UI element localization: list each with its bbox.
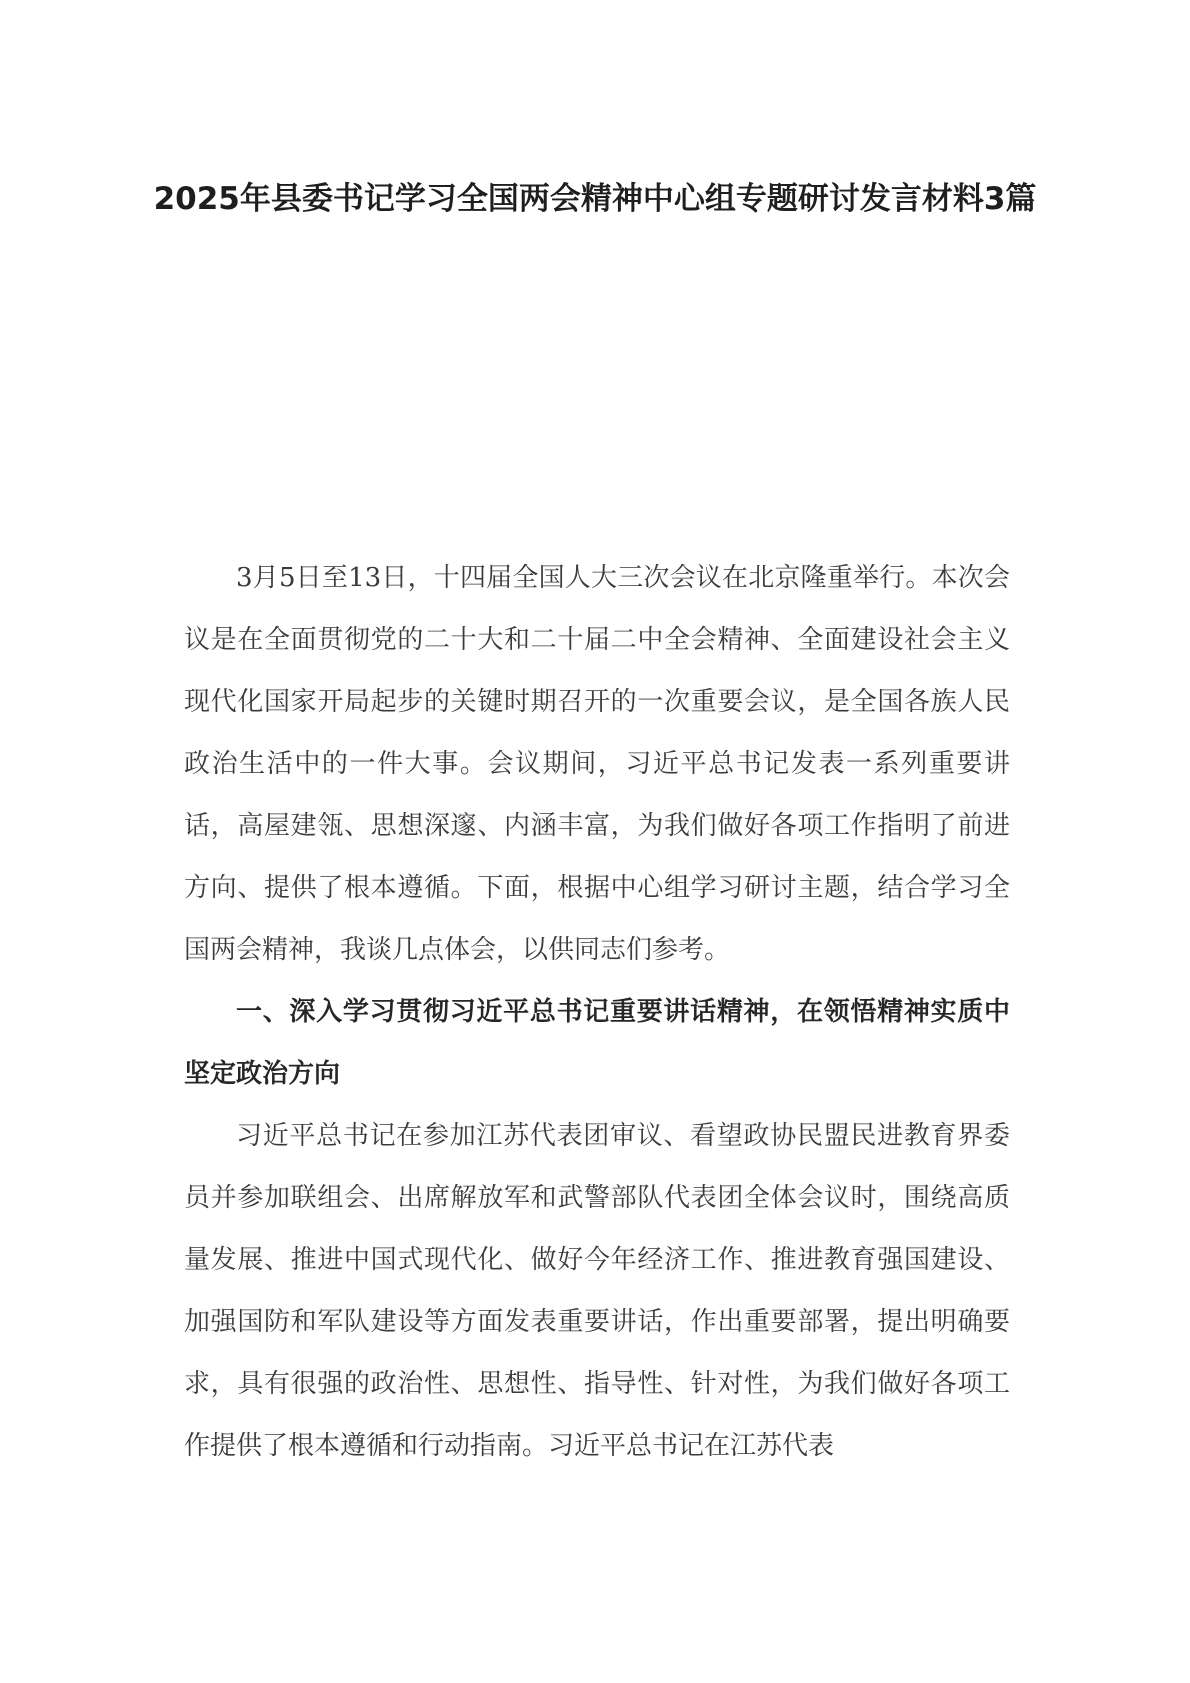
section-1-paragraph: 习近平总书记在参加江苏代表团审议、看望政协民盟民进教育界委员并参加联组会、出席解放军和武警部队代表团全体会议时，围绕高质量发展、推进中国式现代化、做好今年经济工作、推进教育强国建设、加强国防和军队建设等方面发表重要讲话，作出重要部署，提出明确要求，具有很强的政治性、思想性、指导性、针对性，为我们做好各项工作提供了根本遵循和行动指南。习近平总书记在江苏代表: [184, 1121, 1010, 1461]
document-body: [184, 547, 1010, 1477]
intro-paragraph: 3月5日至13日，十四届全国人大三次会议在北京隆重举行。本次会议是在全面贯彻党的二十大和二十届二中全会精神、全面建设社会主义现代化国家开局起步的关键时期召开的一次重要会议，是全国各族人民政治生活中的一件大事。会议期间，习近平总书记发表一系列重要讲话，高屋建瓴、思想深邃、内涵丰富，为我们做好各项工作指明了前进方向、提供了根本遵循。下面，根据中心组学习研讨主题，结合学习全国两会精神，我谈几点体会，以供同志们参考。: [184, 563, 1010, 965]
section-1-heading: 一、深入学习贯彻习近平总书记重要讲话精神，在领悟精神实质中坚定政治方向: [184, 997, 1010, 1089]
document-title: 2025年县委书记学习全国两会精神中心组专题研讨发言材料3篇: [153, 181, 1037, 217]
